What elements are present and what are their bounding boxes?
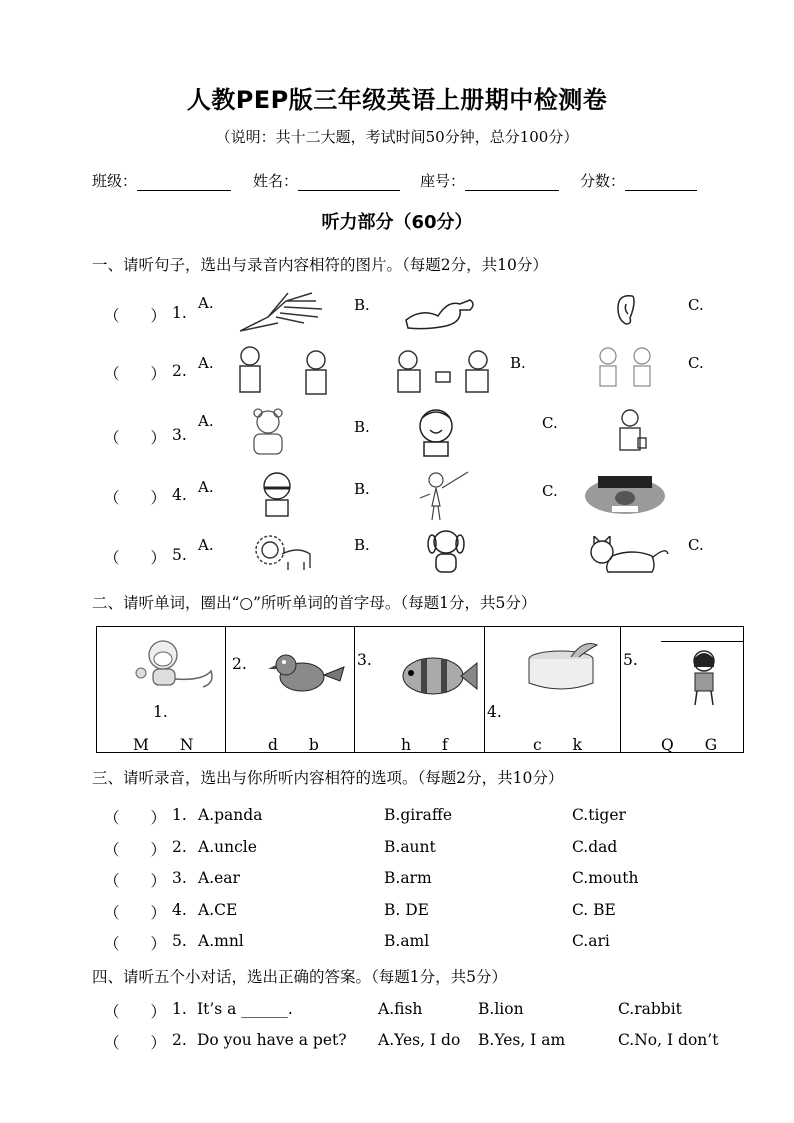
option-c: C. [688, 354, 704, 372]
option-b: B.aunt [384, 838, 436, 856]
option-a: A. [198, 294, 214, 312]
item-number: 3. [172, 869, 187, 887]
item-number: 1. [172, 806, 187, 824]
girl-waving-icon [412, 468, 478, 522]
option-c: C. [542, 414, 558, 432]
option-a: A.Yes, I do [378, 1031, 461, 1049]
dog-icon [424, 526, 468, 576]
cell-number: 5. [623, 651, 638, 669]
section3-heading: 三、请听录音，选出与你所听内容相符的选项。（每题2分，共10分） [92, 769, 564, 787]
question-number: 2. [172, 362, 187, 380]
cell-number: 4. [487, 703, 502, 721]
option-c: C.ari [572, 932, 610, 950]
score-field [580, 170, 697, 191]
option-a: A.CE [198, 901, 238, 919]
two-people-icon [232, 344, 334, 396]
option-b: B.giraffe [384, 806, 453, 824]
option-a: A.panda [198, 806, 263, 824]
letter-cell-4 [485, 627, 621, 753]
option-b: B.arm [384, 869, 432, 887]
seat-label: 座号： [420, 172, 466, 190]
name-field [253, 170, 400, 191]
answer-paren[interactable]: （ ） [104, 549, 167, 567]
option-a: A.mnl [198, 932, 244, 950]
lion-icon [248, 532, 318, 572]
section1-heading: 一、请听句子，选出与录音内容相符的图片。（每题2分，共10分） [92, 256, 548, 274]
option-c: C.mouth [572, 869, 639, 887]
can-icon [523, 639, 605, 695]
class-label: 班级： [92, 172, 138, 190]
letter-cell-2 [226, 627, 355, 753]
cell-number: 3. [357, 651, 372, 669]
answer-paren[interactable]: （ ） [104, 365, 167, 383]
letter-choice-table [96, 626, 744, 753]
cell-number: 1. [153, 703, 168, 721]
option-c: C.rabbit [618, 1000, 682, 1018]
item-number: 1. [172, 1000, 187, 1018]
option-a: A. [198, 478, 214, 496]
option-c: C.No, I don’t [618, 1031, 719, 1049]
question-number: 4. [172, 486, 187, 504]
letter-options[interactable]: Q G [661, 736, 718, 754]
name-blank[interactable] [298, 174, 400, 191]
option-b: B. [354, 418, 370, 436]
two-children-icon [592, 346, 662, 390]
ear-icon [614, 292, 638, 328]
option-c: C.dad [572, 838, 618, 856]
item-number: 2. [172, 838, 187, 856]
question-number: 5. [172, 546, 187, 564]
option-c: C. [542, 482, 558, 500]
letter-options[interactable]: c k [533, 736, 583, 754]
score-label: 分数： [580, 172, 626, 190]
listening-part-heading: 听力部分（60分） [321, 212, 473, 233]
answer-paren[interactable]: （ ） [104, 1003, 167, 1021]
letter-options[interactable]: M N [133, 736, 194, 754]
boy-covering-eyes-icon [254, 470, 300, 518]
bird-icon [266, 647, 346, 699]
cell-number: 2. [232, 655, 247, 673]
seat-blank[interactable] [465, 174, 559, 191]
letter-options[interactable]: d b [268, 736, 319, 754]
answer-paren[interactable]: （ ） [104, 935, 167, 953]
answer-paren[interactable]: （ ） [104, 872, 167, 890]
question-text: It’s a ______. [197, 1000, 293, 1018]
schoolboy-icon [610, 408, 650, 458]
fish-icon [399, 653, 479, 699]
page-title: 人教PEP版三年级英语上册期中检测卷 [186, 86, 608, 114]
boy-face-icon [408, 406, 464, 458]
hand-icon [238, 287, 330, 335]
question-number: 3. [172, 426, 187, 444]
item-number: 5. [172, 932, 187, 950]
exam-instructions: （说明：共十二大题，考试时间50分钟，总分100分） [215, 128, 579, 146]
girl-icon [681, 647, 727, 709]
option-b: B. [354, 536, 370, 554]
section2-heading: 二、请听单词，圈出“○”所听单词的首字母。（每题1分，共5分） [92, 594, 537, 612]
answer-paren[interactable]: （ ） [104, 904, 167, 922]
option-a: A. [198, 536, 214, 554]
option-b: B. [354, 296, 370, 314]
cat-icon [582, 536, 674, 576]
sharing-people-icon [392, 348, 496, 396]
monkey-icon [133, 635, 217, 689]
question-number: 1. [172, 304, 187, 322]
option-c: C. [688, 296, 704, 314]
option-a: A.fish [378, 1000, 423, 1018]
letter-cell-5 [621, 627, 744, 753]
option-b: B.aml [384, 932, 430, 950]
option-b: B.Yes, I am [478, 1031, 566, 1049]
letter-options[interactable]: h f [401, 736, 448, 754]
option-b: B. [354, 480, 370, 498]
section4-heading: 四、请听五个小对话，选出正确的答案。（每题1分，共5分） [92, 968, 507, 986]
arm-icon [402, 290, 486, 334]
option-a: A. [198, 412, 214, 430]
answer-paren[interactable]: （ ） [104, 489, 167, 507]
option-b: B.lion [478, 1000, 524, 1018]
answer-line [661, 641, 743, 642]
answer-paren[interactable]: （ ） [104, 1034, 167, 1052]
class-blank[interactable] [137, 174, 231, 191]
bear-boy-icon [240, 408, 296, 458]
seat-field [420, 170, 559, 191]
option-a: A.uncle [198, 838, 257, 856]
option-c: C.tiger [572, 806, 626, 824]
option-b: B. [510, 354, 526, 372]
option-a: A.ear [198, 869, 240, 887]
option-a: A. [198, 354, 214, 372]
answer-paren[interactable]: （ ） [104, 429, 167, 447]
letter-cell-3 [355, 627, 485, 753]
answer-paren[interactable]: （ ） [104, 307, 167, 325]
clown-face-icon [582, 472, 668, 518]
item-number: 4. [172, 901, 187, 919]
name-label: 姓名： [253, 172, 299, 190]
item-number: 2. [172, 1031, 187, 1049]
question-text: Do you have a pet? [197, 1031, 347, 1049]
class-field [92, 170, 231, 191]
score-blank[interactable] [625, 174, 697, 191]
option-c: C. [688, 536, 704, 554]
option-c: C. BE [572, 901, 616, 919]
answer-paren[interactable]: （ ） [104, 809, 167, 827]
letter-cell-1 [97, 627, 226, 753]
answer-paren[interactable]: （ ） [104, 841, 167, 859]
option-b: B. DE [384, 901, 429, 919]
